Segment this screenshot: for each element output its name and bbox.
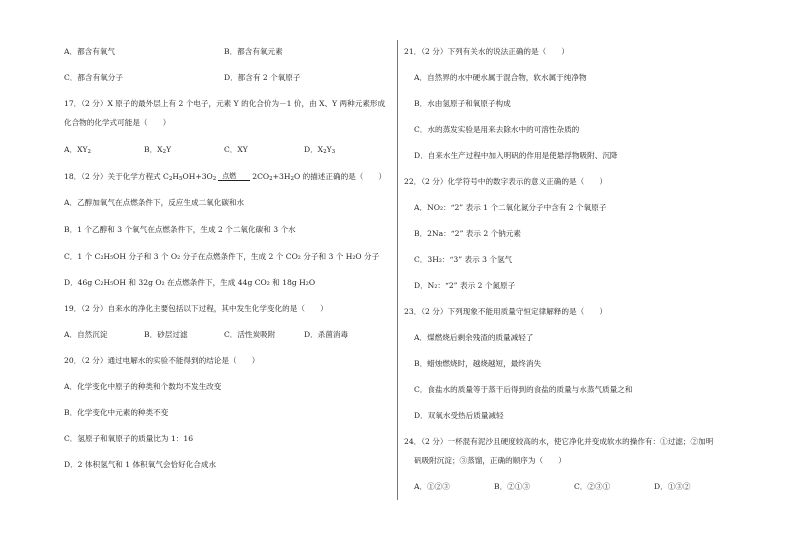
q20-stem: 20．（2 分）通过电解水的实验不能得到的结论是（ ） xyxy=(64,356,260,365)
q16-option-d[interactable]: D．都含有 2 个氧原子 xyxy=(224,73,301,82)
q22-option-a[interactable]: A．NO₂：“2” 表示 1 个二氧化氮分子中含有 2 个氧原子 xyxy=(414,203,607,212)
q19-stem: 19．（2 分）自来水的净化主要包括以下过程，其中发生化学变化的是（ ） xyxy=(64,304,328,313)
q23-option-d[interactable]: D．双氧水受热后质量减轻 xyxy=(414,411,504,420)
q20-option-c[interactable]: C．氢原子和氧原子的质量比为 1：16 xyxy=(64,434,194,443)
q19-option-c[interactable]: C．活性炭吸附 xyxy=(224,330,276,339)
q18-stem: 18．（2 分）关于化学方程式 $C_2H_5OH+3O_2$ 点燃 $2CO_2+3H_2O$ 的描述正确的是（ ） xyxy=(64,172,387,182)
q24-option-d[interactable]: D．①③② xyxy=(654,482,691,491)
q21-option-d[interactable]: D．自来水生产过程中加入明矾的作用是使悬浮物吸附、沉降 xyxy=(414,151,618,160)
q19-option-b[interactable]: B．砂层过滤 xyxy=(144,330,188,339)
q23-option-a[interactable]: A．煤燃烧后剩余残渣的质量减轻了 xyxy=(414,333,534,342)
column-divider xyxy=(397,40,398,500)
q24-stem-line2: 矾吸附沉淀；③蒸馏，正确的顺序为（ ） xyxy=(414,456,566,465)
q17-stem-line2: 化合物的化学式可能是（ ） xyxy=(64,118,171,127)
q22-option-b[interactable]: B．2Na：“2” 表示 2 个钠元素 xyxy=(414,229,522,238)
q18-option-c[interactable]: C．1 个 C₂H₅OH 分子和 3 个 O₂ 分子在点燃条件下，生成 2 个 CO₂ 分子和 3 个 H₂O 分子 xyxy=(64,252,380,261)
q24-option-b[interactable]: B．②①③ xyxy=(494,482,530,491)
q23-option-b[interactable]: B．蜡烛燃烧时，越烧越短，最终消失 xyxy=(414,359,542,368)
q18-option-d[interactable]: D．46g C₂H₅OH 和 32g O₂ 在点燃条件下，生成 44g CO₂ 和 18g H₂O xyxy=(64,278,316,287)
q21-option-c[interactable]: C．水的蒸发实验是用来去除水中的可溶性杂质的 xyxy=(414,125,580,134)
q20-option-d[interactable]: D．2 体积氢气和 1 体积氧气会恰好化合成水 xyxy=(64,460,217,469)
q16-option-b[interactable]: B．都含有氧元素 xyxy=(224,47,283,56)
q17-option-d[interactable]: D．$X_2Y_3$ xyxy=(304,145,336,155)
q16-option-a[interactable]: A．都含有氧气 xyxy=(64,47,116,56)
q18-option-a[interactable]: A．乙醇加氧气在点燃条件下，反应生成二氧化碳和水 xyxy=(64,198,245,207)
q17-option-a[interactable]: A．$XY_2$ xyxy=(64,145,91,155)
q18-option-b[interactable]: B．1 个乙醇和 3 个氧气在点燃条件下，生成 2 个二氧化碳和 3 个水 xyxy=(64,225,296,234)
q22-stem: 22．（2 分）化学符号中的数字表示的意义正确的是（ ） xyxy=(404,177,607,186)
q23-option-c[interactable]: C．食盐水的质量等于蒸干后得到的食盐的质量与水蒸气质量之和 xyxy=(414,385,633,394)
q22-option-d[interactable]: D．N₂：“2” 表示 2 个氮原子 xyxy=(414,281,516,290)
q23-stem: 23．（2 分）下列现象不能用质量守恒定律解释的是（ ） xyxy=(404,307,607,316)
q21-stem: 21．（2 分）下列有关水的说法正确的是（ ） xyxy=(404,47,569,56)
q24-option-a[interactable]: A．①②③ xyxy=(414,482,450,491)
q17-option-c[interactable]: C．XY xyxy=(224,145,248,154)
q21-option-a[interactable]: A．自然界的水中硬水属于混合物，软水属于纯净物 xyxy=(414,73,587,82)
q16-option-c[interactable]: C．都含有氧分子 xyxy=(64,73,123,82)
q17-option-b[interactable]: B．$X_2Y$ xyxy=(144,145,172,155)
q21-option-b[interactable]: B．水由氢原子和氧原子构成 xyxy=(414,99,511,108)
q19-option-d[interactable]: D．杀菌消毒 xyxy=(304,330,349,339)
q17-stem-line1: 17．（2 分）X 原子的最外层上有 2 个电子，元素 Y 的化合价为－1 价，由 X、Y 两种元素形成 xyxy=(64,99,386,108)
q20-option-b[interactable]: B．化学变化中元素的种类不变 xyxy=(64,408,169,417)
q24-option-c[interactable]: C．②③① xyxy=(574,482,611,491)
q20-option-a[interactable]: A．化学变化中原子的种类和个数均不发生改变 xyxy=(64,382,222,391)
q19-option-a[interactable]: A．自然沉淀 xyxy=(64,330,108,339)
q22-option-c[interactable]: C．3H₂：“3” 表示 3 个氢气 xyxy=(414,255,513,264)
q24-stem-line1: 24．（2 分）一杯混有泥沙且硬度较高的水，使它净化并变成软水的操作有：①过滤；②加明 xyxy=(404,437,714,446)
